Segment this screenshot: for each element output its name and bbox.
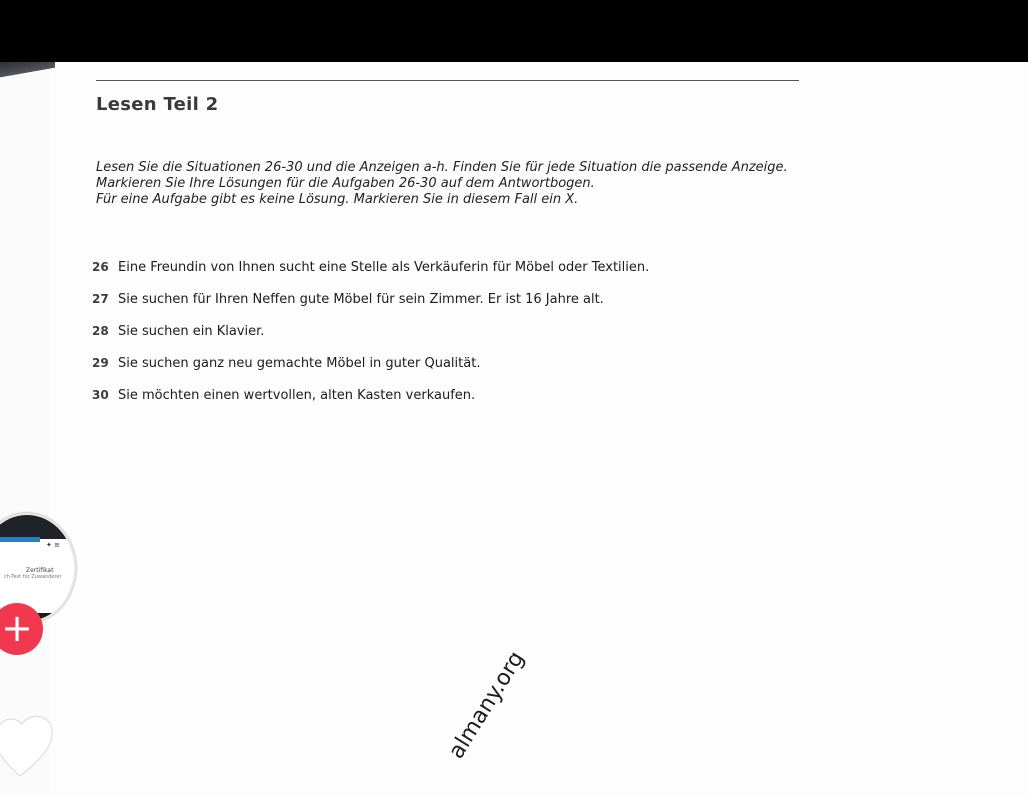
task-item-29: [92, 356, 480, 371]
thumbnail-blue-strip: [0, 537, 40, 542]
instructions: [96, 160, 816, 208]
thumbnail-header-band: [0, 515, 74, 539]
header-rule: [96, 80, 799, 81]
like-button[interactable]: [0, 710, 56, 780]
thumbnail-title: Zertifikat: [26, 567, 54, 574]
task-number: 28: [92, 324, 109, 338]
thumbnail-subtitle: ch-Test für Zuwanderer: [4, 574, 62, 580]
eagle-crest-icon: ✦ ≡: [46, 541, 60, 549]
instruction-line-2: Markieren Sie Ihre Lösungen für die Aufgaben 26-30 auf dem Antwortbogen.: [96, 176, 595, 191]
task-text: Sie suchen ein Klavier.: [118, 324, 265, 339]
top-black-bar: [0, 0, 1028, 62]
task-number: 27: [92, 292, 109, 306]
plus-icon: +: [1, 606, 33, 650]
task-item-27: [92, 292, 604, 307]
task-item-30: [92, 388, 475, 403]
task-text: Sie suchen für Ihren Neffen gute Möbel für sein Zimmer. Er ist 16 Jahre alt.: [118, 292, 604, 307]
task-text: Eine Freundin von Ihnen sucht eine Stelle als Verkäuferin für Möbel oder Textilien.: [118, 260, 650, 275]
heart-icon: [0, 710, 56, 780]
task-number: 29: [92, 356, 109, 370]
task-number: 30: [92, 388, 109, 402]
task-number: 26: [92, 260, 109, 274]
instruction-line-1: Lesen Sie die Situationen 26-30 und die Anzeigen a-h. Finden Sie für jede Situation die passende Anzeige.: [96, 160, 788, 175]
task-text: Sie suchen ganz neu gemachte Möbel in guter Qualität.: [118, 356, 481, 371]
task-item-26: [92, 260, 649, 275]
site-watermark: almany.org: [444, 647, 530, 764]
task-item-28: [92, 324, 264, 339]
task-text: Sie möchten einen wertvollen, alten Kasten verkaufen.: [118, 388, 476, 403]
page-corner-fold: [0, 62, 55, 80]
section-title: Lesen Teil 2: [96, 94, 219, 115]
instruction-line-3: Für eine Aufgabe gibt es keine Lösung. Markieren Sie in diesem Fall ein X.: [96, 192, 579, 207]
